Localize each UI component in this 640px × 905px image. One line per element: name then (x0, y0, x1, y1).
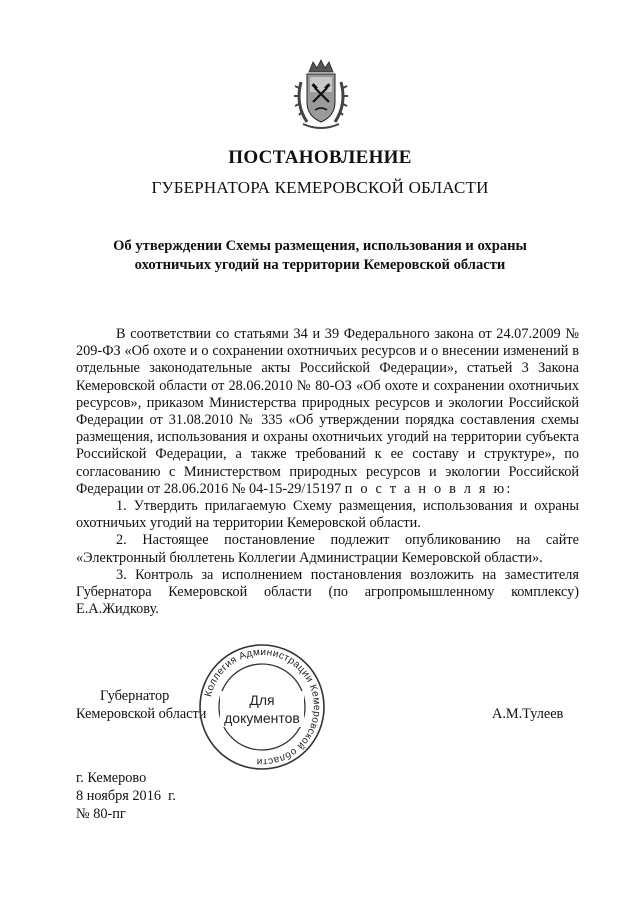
document-number: № 80-пг (76, 806, 126, 822)
issue-date: 8 ноября 2016 г. (76, 788, 176, 804)
document-body (76, 326, 579, 618)
coat-of-arms-icon (293, 58, 349, 132)
document-title: ПОСТАНОВЛЕНИЕ (228, 147, 412, 168)
signatory-name: А.М.Тулеев (492, 706, 564, 722)
item-1: 1. Утвердить прилагаемую Схему размещения, использования и охраны охотничьих угодий на территории Кемеровской области. (76, 498, 579, 532)
issuer-subtitle: ГУБЕРНАТОРА КЕМЕРОВСКОЙ ОБЛАСТИ (151, 178, 489, 197)
official-stamp (196, 643, 328, 771)
stamp-center-line-2: документов (224, 710, 300, 726)
subject-line-2: охотничьих угодий на территории Кемеровской области (134, 257, 506, 273)
signatory-title-line-1: Губернатор (100, 688, 170, 704)
signatory-title-line-2: Кемеровской области (76, 706, 207, 722)
item-2: 2. Настоящее постановление подлежит опубликованию на сайте «Электронный бюллетень Коллегии Администрации Кемеровской области». (76, 532, 579, 566)
preamble-text: В соответствии со статьями 34 и 39 Федерального закона от 24.07.2009 № 209-ФЗ «Об охоте и о сохранении охотничьих ресурсов и о внесении изменений в отдельные законодательные акты Российской Федерации», статьей 3 Закона Кемеровской области от 28.06.2010 № 80-ОЗ «Об охоте и сохранении охотничьих ресурсов», приказом Министерства природных ресурсов и экологии Российской Федерации от 31.08.2010 № 335 «Об утверждении порядка составления схемы размещения, использования и охраны охотничьих угодий на территории субъекта Российской Федерации, а также требований к ее составу и структуре», по согласованию с Министерством природных ресурсов и экологии Российской Федерации от 28.06.2016 № 04-15-29/15197 (76, 326, 579, 497)
preamble-paragraph (76, 326, 579, 498)
stamp-ring-text: Коллегия Администрации Кемеровской области (203, 646, 323, 768)
subject-line-1: Об утверждении Схемы размещения, использования и охраны (113, 238, 527, 254)
item-3: 3. Контроль за исполнением постановления возложить на заместителя Губернатора Кемеровской области (по агропромышленному комплексу) Е.А.Жидкову. (76, 566, 579, 618)
document-subject (60, 237, 580, 275)
stamp-center-line-1: Для (249, 692, 275, 708)
issue-city: г. Кемерово (76, 770, 147, 786)
resolve-word: п о с т а н о в л я ю: (344, 480, 513, 497)
